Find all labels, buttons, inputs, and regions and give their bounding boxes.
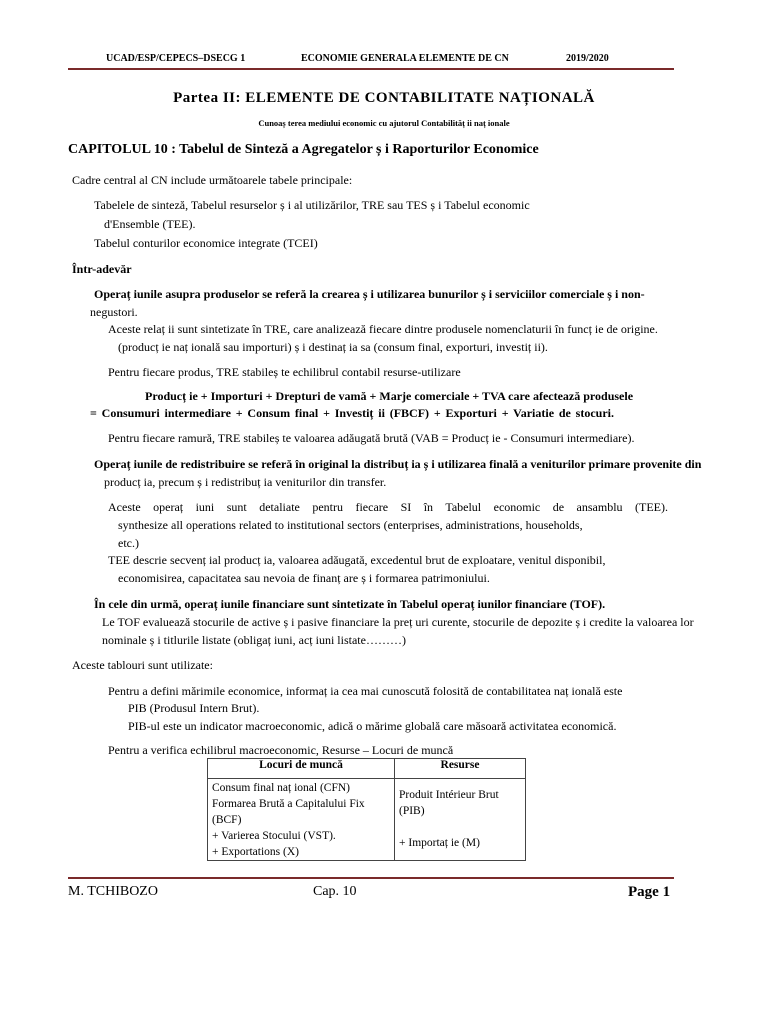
text-line: Le TOF evaluează stocurile de active ș i pasive financiare la preț uri curente, stocurile de depozite ș i credite la valoarea lor: [102, 615, 694, 629]
text-line: etc.): [118, 536, 139, 550]
header-right: 2019/2020: [566, 53, 609, 64]
header-left: UCAD/ESP/CEPECS–DSECG 1: [106, 53, 246, 64]
list-item: TEE descrie secvenț ial producț ia, valoarea adăugată, excedentul brut de exploatare, venitul disponibil,: [108, 553, 606, 567]
list-item: Tabelul conturilor economice integrate (TCEI): [94, 236, 318, 250]
header-center: ECONOMIE GENERALA ELEMENTE DE CN: [301, 53, 509, 64]
list-item: Pentru a verifica echilibrul macroeconomic, Resurse – Locuri de muncă: [108, 743, 454, 757]
text-line: PIB (Produsul Intern Brut).: [128, 701, 260, 715]
resources-uses-table: [207, 758, 526, 861]
list-item: Pentru fiecare ramură, TRE stabileș te valoarea adăugată brută (VAB = Producț ie - Consumuri intermediare).: [108, 431, 635, 445]
footer-chapter: Cap. 10: [313, 884, 357, 899]
text-line: nominale ș i titlurile listate (obligaț iuni, acț iuni listate………): [102, 633, 406, 647]
section-heading: Într-adevăr: [72, 262, 132, 276]
text-line: PIB-ul este un indicator macroeconomic, adică o mărime globală care măsoară activitatea economică.: [128, 719, 617, 733]
list-item: Pentru a defini mărimile economice, informaț ia cea mai cunoscută folosită de contabilitatea naț ională este: [108, 684, 623, 698]
formula-line: = Consumuri intermediare + Consum final + Investiț ii (FBCF) + Exporturi + Variatie de stocuri.: [90, 406, 614, 420]
table-cell-line: Produit Intérieur Brut (PIB): [399, 789, 499, 817]
list-item: Cadre central al CN include următoarele tabele principale:: [72, 173, 353, 187]
table-cell-line: Consum final naț ional (CFN): [212, 782, 350, 794]
list-item: Operaț iunile de redistribuire se referă în original la distribuț ia ș i utilizarea finală a veniturilor primare provenite din: [94, 457, 702, 471]
text-line: economisirea, capacitatea sau nevoia de finanț are ș i formarea patrimoniului.: [118, 571, 490, 585]
page-title: Partea II: ELEMENTE DE CONTABILITATE NAȚIONALĂ: [173, 90, 595, 106]
page-number: Page 1: [628, 884, 671, 900]
footer-rule: [68, 877, 674, 879]
header-rule: [68, 68, 674, 70]
table-header-uses: Locuri de muncă: [208, 759, 395, 779]
page-subtitle: Cunoaș terea mediului economic cu ajutorul Contabilităț ii naț ionale: [258, 118, 510, 128]
list-item: Aceste tablouri sunt utilizate:: [72, 658, 213, 672]
text-line: (producț ie naț ională sau importuri) ș i destinaț ia sa (consum final, exporturi, investiț ii).: [118, 340, 548, 354]
table-cell-uses: [208, 779, 395, 861]
list-item: Tabelele de sinteză, Tabelul resurselor ș i al utilizărilor, TRE sau TES ș i Tabelul economic: [94, 198, 530, 212]
table-cell-resources: [395, 779, 526, 861]
table-cell-line: Formarea Brută a Capitalului Fix (BCF): [212, 798, 365, 826]
text-line: negustori.: [90, 305, 138, 319]
table-cell-line: + Importaț ie (M): [399, 837, 480, 849]
list-item: Pentru fiecare produs, TRE stabileș te echilibrul contabil resurse-utilizare: [108, 365, 461, 379]
text-line: producț ia, precum ș i redistribuț ia veniturilor din transfer.: [104, 475, 387, 489]
footer-author: M. TCHIBOZO: [68, 884, 158, 899]
formula-line: Producț ie + Importuri + Drepturi de vamă + Marje comerciale + TVA care afectează produsele: [145, 389, 634, 403]
list-item: Operaț iunile asupra produselor se referă la crearea ș i utilizarea bunurilor ș i serviciilor comerciale ș i non-: [94, 287, 645, 301]
table-cell-line: + Varierea Stocului (VST).: [212, 830, 336, 842]
text-line: synthesize all operations related to institutional sectors (enterprises, administrations, households,: [118, 518, 583, 532]
text-line: d'Ensemble (TEE).: [104, 217, 196, 231]
list-item: În cele din urmă, operaț iunile financiare sunt sintetizate în Tabelul operaț iunilor financiare (TOF).: [94, 597, 606, 611]
list-item: Aceste relaț ii sunt sintetizate în TRE, care analizează fiecare dintre produsele nomenclaturii în funcț ie de origine.: [108, 322, 658, 336]
table-header-resources: Resurse: [395, 759, 526, 779]
table-cell-line: + Exportations (X): [212, 846, 299, 858]
chapter-heading: CAPITOLUL 10 : Tabelul de Sinteză a Agregatelor ș i Raporturilor Economice: [68, 142, 539, 157]
list-item: Aceste operaț iuni sunt detaliate pentru fiecare SI în Tabelul economic de ansamblu (TEE).: [108, 500, 668, 514]
